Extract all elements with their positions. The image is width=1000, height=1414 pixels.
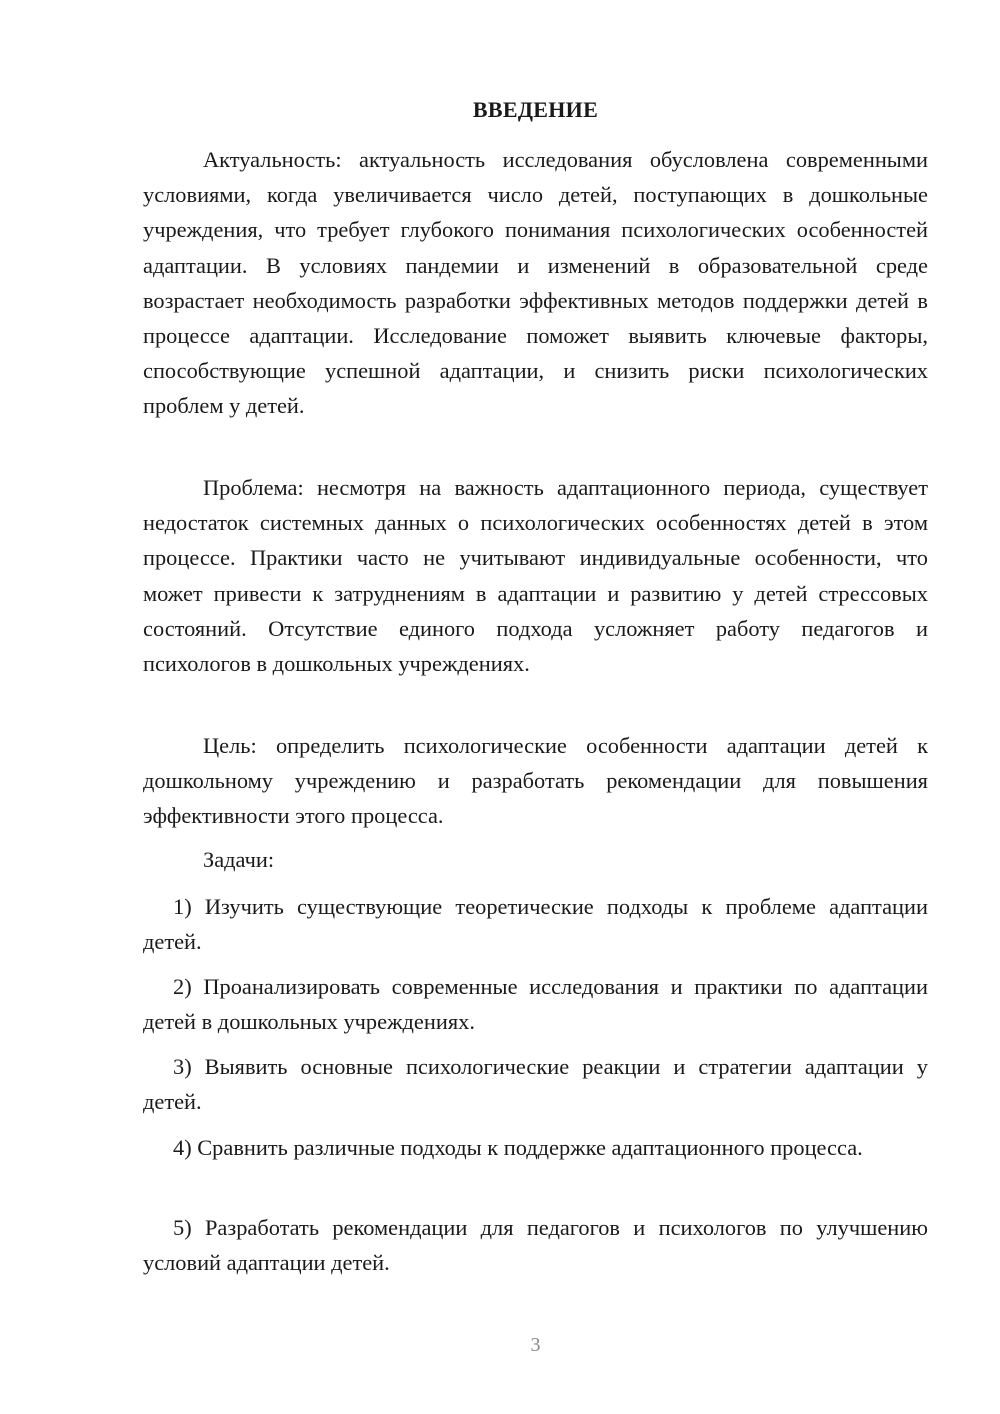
document-page [143,0,928,1414]
task-item-3: 3) Выявить основные психологические реакции и стратегии адаптации у детей. [143,1054,928,1115]
goal-paragraph: Цель: определить психологические особенности адаптации детей к дошкольному учреждению и разработать рекомендации для повышения эффективности этого процесса. [143,733,928,829]
task-item-2: 2) Проанализировать современные исследования и практики по адаптации детей в дошкольных учреждениях. [143,974,928,1035]
task-item-5: 5) Разработать рекомендации для педагогов и психологов по улучшению условий адаптации детей. [143,1215,928,1276]
task-item-1: 1) Изучить существующие теоретические подходы к проблеме адаптации детей. [143,894,928,955]
problem-paragraph: Проблема: несмотря на важность адаптационного периода, существует недостаток системных данных о психологических особенностях детей в этом процессе. Практики часто не учитывают индивидуальные особенности, что может привести к затруднениям в адаптации и развитию у детей стрессовых состояний. Отсутствие единого подхода усложняет работу педагогов и психологов в дошкольных учреждениях. [143,475,928,677]
task-item-4: 4) Сравнить различные подходы к поддержке адаптационного процесса. [173,1135,863,1160]
page-number: 3 [530,1334,541,1356]
relevance-paragraph: Актуальность: актуальность исследования обусловлена современными условиями, когда увеличивается число детей, поступающих в дошкольные учреждения, что требует глубокого понимания психологических особенностей адаптации. В условиях пандемии и изменений в образовательной среде возрастает необходимость разработки эффективных методов поддержки детей в процессе адаптации. Исследование поможет выявить ключевые факторы, способствующие успешной адаптации, и снизить риски психологических проблем у детей. [143,147,928,419]
page-title: ВВЕДЕНИЕ [472,97,599,122]
tasks-heading: Задачи: [203,847,275,872]
